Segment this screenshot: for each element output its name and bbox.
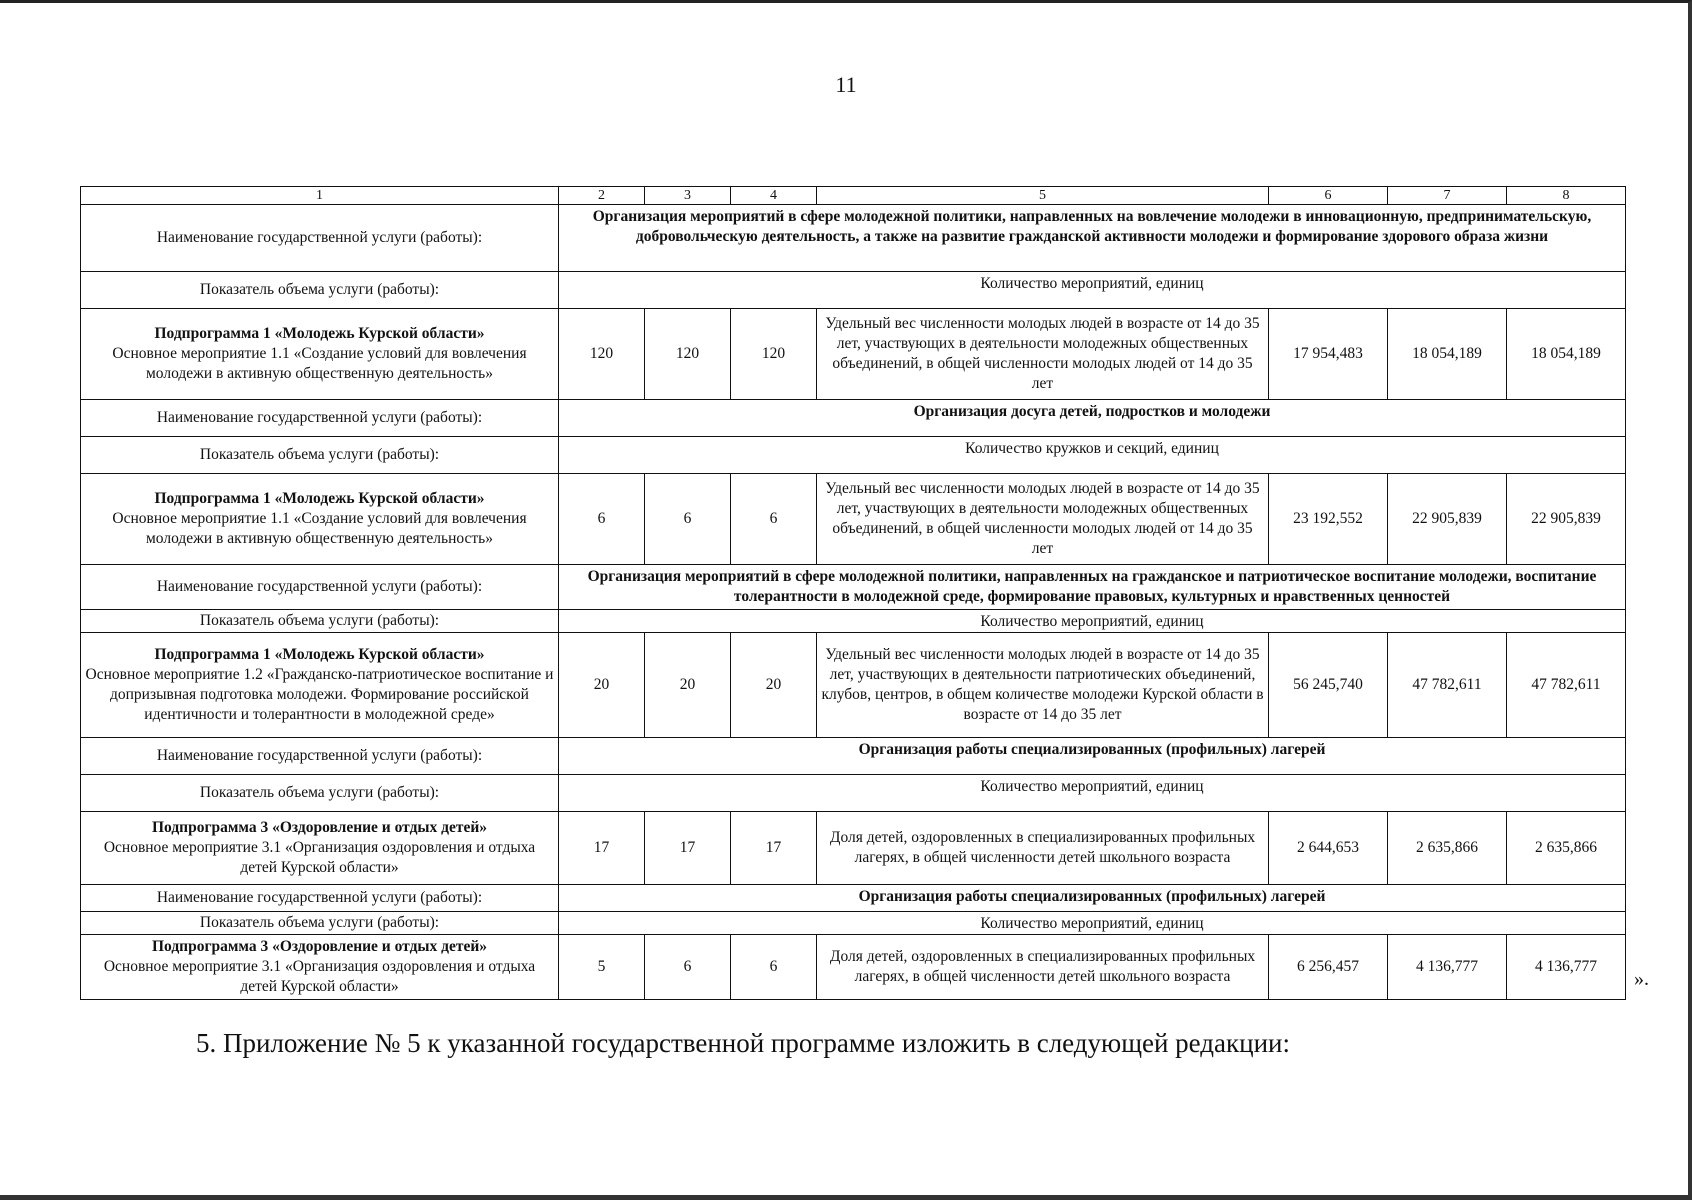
- indicator-row: [81, 437, 1626, 474]
- value-col-2: 17: [559, 812, 645, 885]
- value-col-2: 6: [559, 474, 645, 565]
- program-row: [81, 633, 1626, 738]
- indicator-name: Количество мероприятий, единиц: [559, 912, 1626, 935]
- program-cell: [81, 633, 559, 738]
- value-col-6: 6 256,457: [1269, 935, 1388, 1000]
- program-body: Основное мероприятие 3.1 «Организация оздоровления и отдыха детей Курской области»: [103, 839, 536, 876]
- service-name: Организация работы специализированных (профильных) лагерей: [559, 885, 1626, 912]
- indicator-name: Количество кружков и секций, единиц: [559, 437, 1626, 474]
- service-row: [81, 738, 1626, 775]
- indicator-description: Доля детей, оздоровленных в специализированных профильных лагерях, в общей численности детей школьного возраста: [817, 935, 1269, 1000]
- indicator-row: [81, 610, 1626, 633]
- value-col-4: 6: [731, 474, 817, 565]
- program-title: Подпрограмма 1 «Молодежь Курской области»: [154, 646, 485, 664]
- service-label: Наименование государственной услуги (работы):: [81, 205, 559, 272]
- service-label: Наименование государственной услуги (работы):: [81, 738, 559, 775]
- service-label: Наименование государственной услуги (работы):: [81, 885, 559, 912]
- value-col-7: 47 782,611: [1388, 633, 1507, 738]
- indicator-description: Удельный вес численности молодых людей в возрасте от 14 до 35 лет, участвующих в деятельности молодежных общественных объединений, в общей численности молодых людей от 14 до 35 лет: [817, 474, 1269, 565]
- program-cell: [81, 474, 559, 565]
- program-cell: [81, 935, 559, 1000]
- program-body: Основное мероприятие 1.1 «Создание условий для вовлечения молодежи в активную общественную деятельность»: [112, 510, 527, 547]
- program-cell: [81, 812, 559, 885]
- column-number: 4: [731, 187, 817, 205]
- program-cell: [81, 309, 559, 400]
- indicator-label: Показатель объема услуги (работы):: [81, 610, 559, 633]
- services-table: [80, 186, 1626, 1000]
- value-col-3: 120: [645, 309, 731, 400]
- program-body: Основное мероприятие 3.1 «Организация оздоровления и отдыха детей Курской области»: [103, 958, 536, 995]
- indicator-description: Удельный вес численности молодых людей в возрасте от 14 до 35 лет, участвующих в деятельности патриотических объединений, клубов, центров, в общем количестве молодежи Курской области в возрасте от 14 до 35 лет: [817, 633, 1269, 738]
- service-name: Организация мероприятий в сфере молодежной политики, направленных на вовлечение молодежи в инновационную, предпринимательскую, добровольческую деятельность, а также на развитие гражданской активности молодежи и формирование здорового образа жизни: [559, 205, 1626, 272]
- instruction-paragraph: 5. Приложение № 5 к указанной государственной программе изложить в следующей редакции:: [196, 1028, 1290, 1058]
- indicator-label: Показатель объема услуги (работы):: [81, 775, 559, 812]
- program-title: Подпрограмма 1 «Молодежь Курской области»: [154, 325, 485, 343]
- value-col-4: 6: [731, 935, 817, 1000]
- value-col-2: 20: [559, 633, 645, 738]
- value-col-6: 2 644,653: [1269, 812, 1388, 885]
- value-col-4: 20: [731, 633, 817, 738]
- column-number: 5: [817, 187, 1269, 205]
- indicator-row: [81, 775, 1626, 812]
- program-body: Основное мероприятие 1.1 «Создание условий для вовлечения молодежи в активную общественную деятельность»: [112, 345, 527, 382]
- service-row: [81, 565, 1626, 610]
- program-row: [81, 935, 1626, 1000]
- service-label: Наименование государственной услуги (работы):: [81, 565, 559, 610]
- value-col-8: 2 635,866: [1507, 812, 1626, 885]
- value-col-8: 47 782,611: [1507, 633, 1626, 738]
- program-title: Подпрограмма 3 «Оздоровление и отдых детей»: [151, 938, 488, 956]
- indicator-label: Показатель объема услуги (работы):: [81, 272, 559, 309]
- program-row: [81, 812, 1626, 885]
- value-col-6: 56 245,740: [1269, 633, 1388, 738]
- value-col-8: 4 136,777: [1507, 935, 1626, 1000]
- closing-quote-mark: ».: [1634, 968, 1649, 990]
- indicator-row: [81, 912, 1626, 935]
- indicator-name: Количество мероприятий, единиц: [559, 272, 1626, 309]
- indicator-description: Доля детей, оздоровленных в специализированных профильных лагерях, в общей численности детей школьного возраста: [817, 812, 1269, 885]
- indicator-name: Количество мероприятий, единиц: [559, 775, 1626, 812]
- value-col-8: 18 054,189: [1507, 309, 1626, 400]
- indicator-label: Показатель объема услуги (работы):: [81, 437, 559, 474]
- value-col-3: 20: [645, 633, 731, 738]
- service-name: Организация досуга детей, подростков и молодежи: [559, 400, 1626, 437]
- column-number: 3: [645, 187, 731, 205]
- value-col-2: 120: [559, 309, 645, 400]
- value-col-6: 17 954,483: [1269, 309, 1388, 400]
- column-number: 7: [1388, 187, 1507, 205]
- indicator-label: Показатель объема услуги (работы):: [81, 912, 559, 935]
- column-number: 6: [1269, 187, 1388, 205]
- program-row: [81, 474, 1626, 565]
- value-col-2: 5: [559, 935, 645, 1000]
- service-row: [81, 205, 1626, 272]
- page-number: 11: [835, 72, 857, 97]
- value-col-7: 22 905,839: [1388, 474, 1507, 565]
- service-row: [81, 885, 1626, 912]
- program-body: Основное мероприятие 1.2 «Гражданско-патриотическое воспитание и допризывная подготовка молодежи. Формирование российской идентичности и толерантности в молодежной среде»: [85, 666, 554, 723]
- value-col-8: 22 905,839: [1507, 474, 1626, 565]
- program-row: [81, 309, 1626, 400]
- value-col-4: 17: [731, 812, 817, 885]
- program-title: Подпрограмма 1 «Молодежь Курской области»: [154, 490, 485, 508]
- value-col-7: 18 054,189: [1388, 309, 1507, 400]
- column-number: 1: [81, 187, 559, 205]
- service-row: [81, 400, 1626, 437]
- indicator-row: [81, 272, 1626, 309]
- program-title: Подпрограмма 3 «Оздоровление и отдых детей»: [151, 819, 488, 837]
- value-col-3: 6: [645, 935, 731, 1000]
- indicator-description: Удельный вес численности молодых людей в возрасте от 14 до 35 лет, участвующих в деятельности молодежных общественных объединений, в общей численности молодых людей от 14 до 35 лет: [817, 309, 1269, 400]
- indicator-name: Количество мероприятий, единиц: [559, 610, 1626, 633]
- value-col-7: 2 635,866: [1388, 812, 1507, 885]
- value-col-3: 6: [645, 474, 731, 565]
- column-number: 2: [559, 187, 645, 205]
- value-col-3: 17: [645, 812, 731, 885]
- service-name: Организация мероприятий в сфере молодежной политики, направленных на гражданское и патриотическое воспитание молодежи, воспитание толерантности в молодежной среде, формирование правовых, культурных и нравственных ценностей: [559, 565, 1626, 610]
- service-name: Организация работы специализированных (профильных) лагерей: [559, 738, 1626, 775]
- column-number-row: [81, 187, 1626, 205]
- value-col-4: 120: [731, 309, 817, 400]
- value-col-7: 4 136,777: [1388, 935, 1507, 1000]
- service-label: Наименование государственной услуги (работы):: [81, 400, 559, 437]
- value-col-6: 23 192,552: [1269, 474, 1388, 565]
- column-number: 8: [1507, 187, 1626, 205]
